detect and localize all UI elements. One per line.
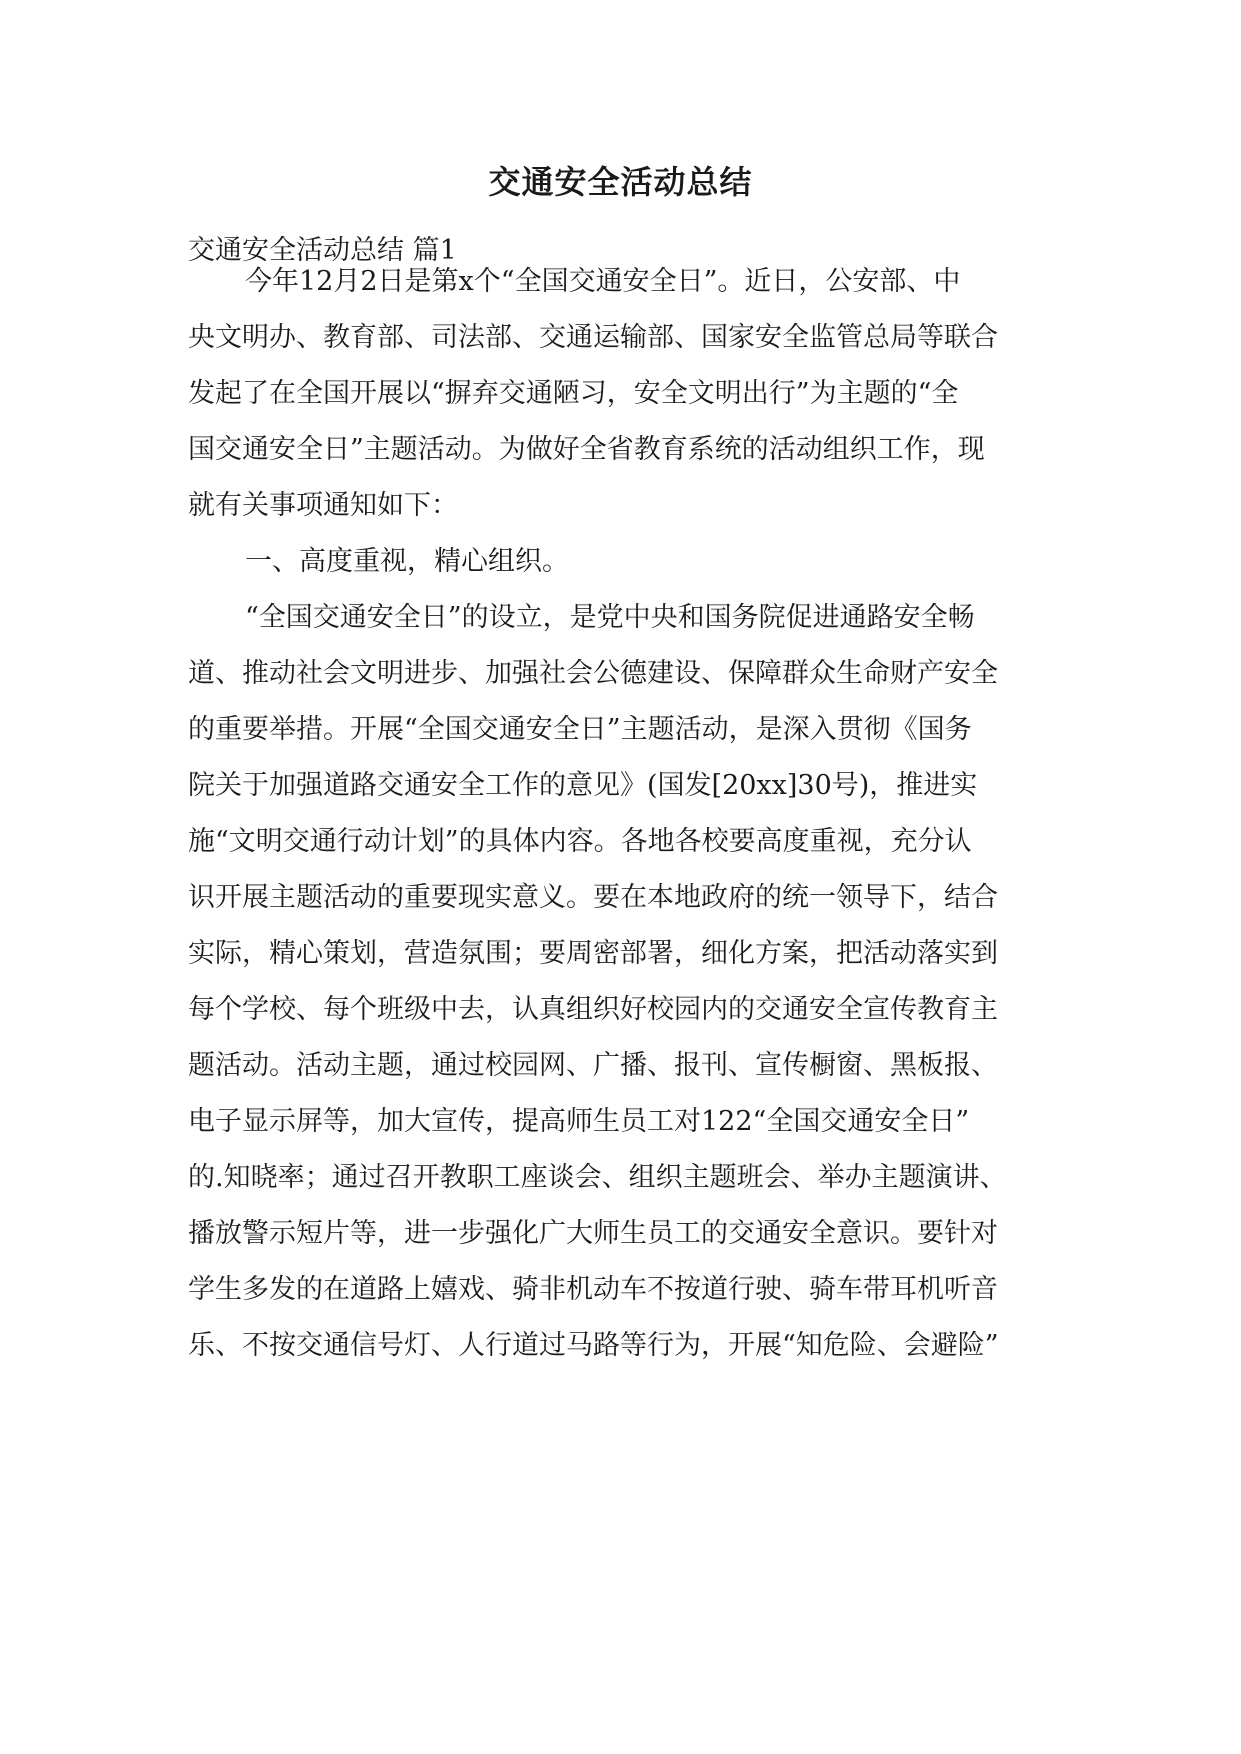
paragraph-line: 电子显示屏等，加大宣传，提高师生员工对122“全国交通安全日”	[188, 1106, 970, 1137]
paragraph-line: “全国交通安全日”的设立，是党中央和国务院促进通路安全畅	[245, 602, 975, 633]
paragraph-line: 央文明办、教育部、司法部、交通运输部、国家安全监管总局等联合	[188, 322, 998, 353]
paragraph-line: 道、推动社会文明进步、加强社会公德建设、保障群众生命财产安全	[188, 658, 998, 689]
document-title: 交通安全活动总结	[488, 163, 753, 201]
paragraph-line: 每个学校、每个班级中去，认真组织好校园内的交通安全宣传教育主	[188, 994, 998, 1025]
paragraph-line: 院关于加强道路交通安全工作的意见》(国发[20xx]30号)，推进实	[188, 770, 978, 801]
paragraph-line: 的重要举措。开展“全国交通安全日”主题活动，是深入贯彻《国务	[188, 714, 972, 745]
paragraph-line: 的.知晓率；通过召开教职工座谈会、组织主题班会、举办主题演讲、	[188, 1162, 1007, 1193]
paragraph-line: 就有关事项通知如下：	[188, 490, 458, 521]
paragraph-line: 识开展主题活动的重要现实意义。要在本地政府的统一领导下，结合	[188, 882, 998, 913]
section-heading: 一、高度重视，精心组织。	[245, 546, 569, 577]
paragraph-line: 实际，精心策划，营造氛围；要周密部署，细化方案，把活动落实到	[188, 938, 998, 969]
paragraph-line: 施“文明交通行动计划”的具体内容。各地各校要高度重视，充分认	[188, 826, 972, 857]
paragraph-line: 学生多发的在道路上嬉戏、骑非机动车不按道行驶、骑车带耳机听音	[188, 1274, 998, 1305]
section-subtitle: 交通安全活动总结 篇1	[188, 235, 457, 266]
paragraph-line: 今年12月2日是第x个“全国交通安全日”。近日，公安部、中	[245, 266, 961, 297]
paragraph-line: 播放警示短片等，进一步强化广大师生员工的交通安全意识。要针对	[188, 1218, 998, 1249]
paragraph-line: 发起了在全国开展以“摒弃交通陋习，安全文明出行”为主题的“全	[188, 378, 959, 409]
paragraph-line: 题活动。活动主题，通过校园网、广播、报刊、宣传橱窗、黑板报、	[188, 1050, 998, 1081]
paragraph-line: 乐、不按交通信号灯、人行道过马路等行为，开展“知危险、会避险”	[188, 1330, 999, 1361]
paragraph-line: 国交通安全日”主题活动。为做好全省教育系统的活动组织工作，现	[188, 434, 985, 465]
